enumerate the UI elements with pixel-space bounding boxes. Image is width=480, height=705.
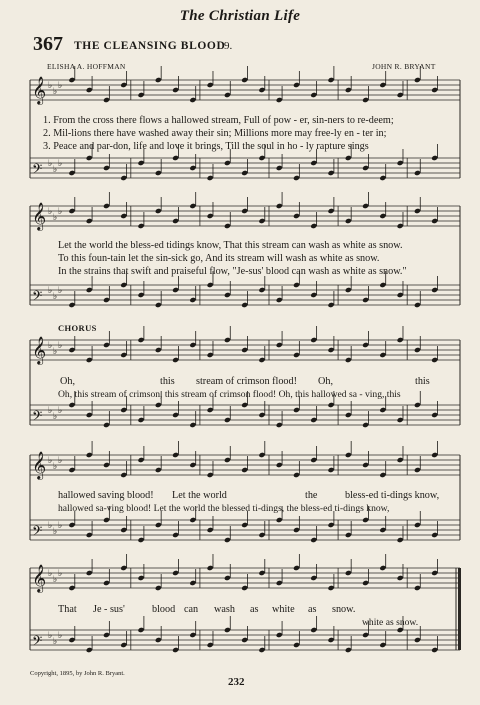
bass-clef-icon: 𝄢 <box>32 288 43 307</box>
flat-icon: ♭ <box>53 527 58 537</box>
chorus-1-word: stream of crimson flood! <box>196 376 297 387</box>
chorus-2-echo: hallowed sa-ving blood! Let the world the blessed ti-dings, the bless-ed ti-dings know, <box>58 503 390 514</box>
treble-clef-icon: 𝄞 <box>32 451 47 479</box>
flat-icon: ♭ <box>48 207 53 217</box>
flat-icon: ♭ <box>53 347 58 357</box>
chorus-label: CHORUS <box>58 323 97 333</box>
flat-icon: ♭ <box>53 462 58 472</box>
flat-icon: ♭ <box>48 341 53 351</box>
chorus-1-word: this <box>160 376 175 387</box>
flat-icon: ♭ <box>58 631 63 641</box>
chorus-1-word: Oh, <box>60 376 75 387</box>
chorus-3-word: snow. <box>332 604 356 615</box>
bass-clef-icon: 𝄢 <box>32 523 43 542</box>
flat-icon: ♭ <box>48 286 53 296</box>
flat-icon: ♭ <box>53 292 58 302</box>
copyright-notice: Copyright, 1895, by John R. Bryant. <box>30 670 125 677</box>
flat-icon: ♭ <box>48 159 53 169</box>
chorus-2-word: Let the world <box>172 490 227 501</box>
verse-3-line-1: 3. Peace and par-don, life and love it brings, Till the soul in ho - ly rapture sings <box>43 141 369 152</box>
flat-icon: ♭ <box>53 412 58 422</box>
hymn-number: 367 <box>33 33 63 55</box>
author-credit: ELISHA A. HOFFMAN <box>47 62 126 71</box>
hymn-title: THE CLEANSING BLOOD <box>74 40 226 52</box>
verse-2-line-1: 2. Mil-lions there have washed away their sin; Millions more may free-ly en - ter in; <box>43 128 387 139</box>
composer-credit: JOHN R. BRYANT <box>372 62 436 71</box>
chorus-3-word: blood <box>152 604 176 615</box>
flat-icon: ♭ <box>48 81 53 91</box>
flat-icon: ♭ <box>58 569 63 579</box>
chorus-3-echo: white as snow. <box>362 617 419 628</box>
chorus-3-word: Je - sus' <box>93 604 125 615</box>
flat-icon: ♭ <box>48 521 53 531</box>
flat-icon: ♭ <box>58 456 63 466</box>
flat-icon: ♭ <box>48 631 53 641</box>
flat-icon: ♭ <box>53 165 58 175</box>
verse-3-line-2: In the strains that swift and praiseful flow, "Je-sus' blood can wash as white as snow." <box>58 266 407 277</box>
chorus-3-word: as <box>308 604 317 615</box>
chorus-3-word: That <box>58 604 77 615</box>
bass-clef-icon: 𝄢 <box>32 161 43 180</box>
flat-icon: ♭ <box>48 406 53 416</box>
chorus-1-word: Oh, <box>318 376 333 387</box>
flat-icon: ♭ <box>58 521 63 531</box>
final-bar-thick <box>458 568 461 650</box>
hymn-meter: 9. <box>224 40 233 52</box>
chorus-2-word: the <box>305 490 318 501</box>
verse-1-line-2: Let the world the bless-ed tidings know, That this stream can wash as white as snow. <box>58 240 403 251</box>
bass-clef-icon: 𝄢 <box>32 408 43 427</box>
flat-icon: ♭ <box>53 87 58 97</box>
treble-clef-icon: 𝄞 <box>32 336 47 364</box>
chorus-2-word: hallowed saving blood! <box>58 490 154 501</box>
flat-icon: ♭ <box>58 207 63 217</box>
chorus-2-word: bless-ed ti-dings know, <box>345 490 440 501</box>
flat-icon: ♭ <box>58 406 63 416</box>
flat-icon: ♭ <box>58 341 63 351</box>
chorus-3-word: white <box>272 604 295 615</box>
bass-clef-icon: 𝄢 <box>32 633 43 652</box>
verse-2-line-2: To this foun-tain let the sin-sick go, And its stream will wash as white as snow. <box>58 253 380 264</box>
flat-icon: ♭ <box>53 213 58 223</box>
flat-icon: ♭ <box>53 575 58 585</box>
page-number: 232 <box>228 676 245 688</box>
flat-icon: ♭ <box>48 569 53 579</box>
section-title: The Christian Life <box>179 8 301 24</box>
treble-clef-icon: 𝄞 <box>32 76 47 104</box>
flat-icon: ♭ <box>48 456 53 466</box>
verse-1-line-1: 1. From the cross there flows a hallowed stream, Full of pow - er, sin-ners to re-deem; <box>43 115 394 126</box>
treble-clef-icon: 𝄞 <box>32 564 47 592</box>
flat-icon: ♭ <box>58 286 63 296</box>
flat-icon: ♭ <box>58 81 63 91</box>
chorus-1-echo: Oh, this stream of crimson, this stream of crimson flood! Oh, this hallowed sa - ving, this <box>58 389 401 400</box>
treble-clef-icon: 𝄞 <box>32 202 47 230</box>
chorus-1-word: this <box>415 376 430 387</box>
chorus-3-word: can <box>184 604 199 615</box>
chorus-3-word: as <box>250 604 259 615</box>
chorus-3-word: wash <box>214 604 235 615</box>
flat-icon: ♭ <box>58 159 63 169</box>
flat-icon: ♭ <box>53 637 58 647</box>
